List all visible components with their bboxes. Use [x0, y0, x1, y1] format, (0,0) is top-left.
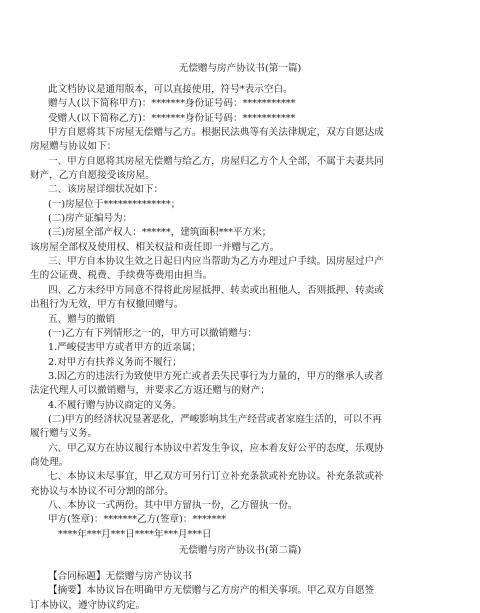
text-line: 甲方自愿将其下房屋无偿赠与乙方。根据民法典等有关法律规定，双方自愿达成 — [48, 127, 384, 139]
document-tail — [30, 570, 450, 613]
text-line: 充协议与本协议不可分割的部分。 — [30, 485, 174, 497]
text-line: 4.不履行赠与协议商定的义务。 — [48, 399, 182, 411]
text-line: 【合同标题】无偿赠与房产协议书 — [48, 571, 192, 582]
text-line: 法定代理人可以撤销赠与，并要求乙方返还赠与的财产； — [30, 385, 270, 397]
text-line: ****年***月***日****年***月***日 — [58, 528, 212, 540]
text-line: 六、甲乙双方在协议履行本协议中若发生争议，应本着友好公平的态度，乐观协 — [48, 442, 384, 454]
text-line: 二、该房屋详细状况如下： — [48, 184, 164, 196]
text-line: (二)房产证编号为： — [48, 213, 133, 225]
document-body — [30, 83, 450, 542]
text-line: 一、甲方自愿将其房屋无偿赠与给乙方，房屋归乙方个人全部，不属于夫妻共同 — [48, 155, 384, 167]
text-line: 赠与人(以下简称甲方)：*******身份证号码：*********** — [48, 98, 296, 110]
text-line: 甲方(签章)：*******乙方(签章)：******* — [48, 514, 227, 526]
text-line: 四、乙方未经甲方同意不得将此房屋抵押、转卖或出租他人，否则抵押、转卖或 — [48, 284, 384, 296]
text-line: (一)房屋位于**************； — [48, 198, 181, 210]
text-line: 1.严峻侵害甲方或者甲方的近亲属； — [48, 342, 202, 354]
text-line: 三、甲方自本协议生效之日起日内应当帮助为乙方办理过户手续。因房屋过户产 — [48, 256, 384, 268]
text-line: (二)甲方的经济状况显著恶化，严峻影响其生产经营或者家庭生活的，可以不再 — [48, 413, 382, 425]
text-line: 【摘要】本协议旨在明确甲方无偿赠与乙方房产的相关事项。甲乙双方自愿签 — [48, 585, 375, 597]
text-line: 2.对甲方有扶养义务而不履行； — [48, 356, 182, 368]
text-line: 八、本协议一式两份。其中甲方留执一份，乙方留执一份。 — [48, 499, 298, 511]
document-title-second: 无偿赠与房产协议书(第二篇) — [178, 545, 302, 556]
text-line: 财产，乙方自愿接受该房屋。 — [30, 170, 155, 182]
text-line: 此文档协议是通用版本，可以直接使用，符号*表示空白。 — [48, 84, 293, 95]
text-line: 3.因乙方的违法行为致使甲方死亡或者丢失民事行为力量的，甲方的继承人或者 — [48, 370, 384, 382]
text-line: 出租行为无效，甲方有权撤回赠与。 — [30, 299, 184, 311]
text-line: 商处理。 — [30, 456, 69, 468]
text-line: (三)房屋全部产权人：******，建筑面积***平方米； — [48, 227, 272, 239]
text-line: 七、本协议未尽事宜，甲乙双方可另行订立补充条款或补充协议。补充条款或补 — [48, 471, 384, 483]
text-line: 该房屋全部权及使用权、相关权益和责任即一并赠与乙方。 — [30, 241, 280, 253]
section-gap — [30, 558, 450, 570]
text-line: 受赠人(以下简称乙方)：*******身份证号码：*********** — [48, 112, 296, 124]
text-line: 履行赠与义务。 — [30, 428, 98, 440]
text-line: 房屋赠与协议如下： — [30, 141, 117, 153]
text-line: 生的公证费、税费、手续费等费用由担当。 — [30, 270, 213, 282]
text-line: (一)乙方有下列情形之一的，甲方可以撤销赠与： — [48, 327, 257, 339]
document-title: 无偿赠与房产协议书(第一篇) — [178, 63, 302, 74]
text-line: 五、赠与的撤销 — [48, 313, 116, 325]
text-line: 订本协议，遵守协议约定。 — [30, 599, 146, 611]
